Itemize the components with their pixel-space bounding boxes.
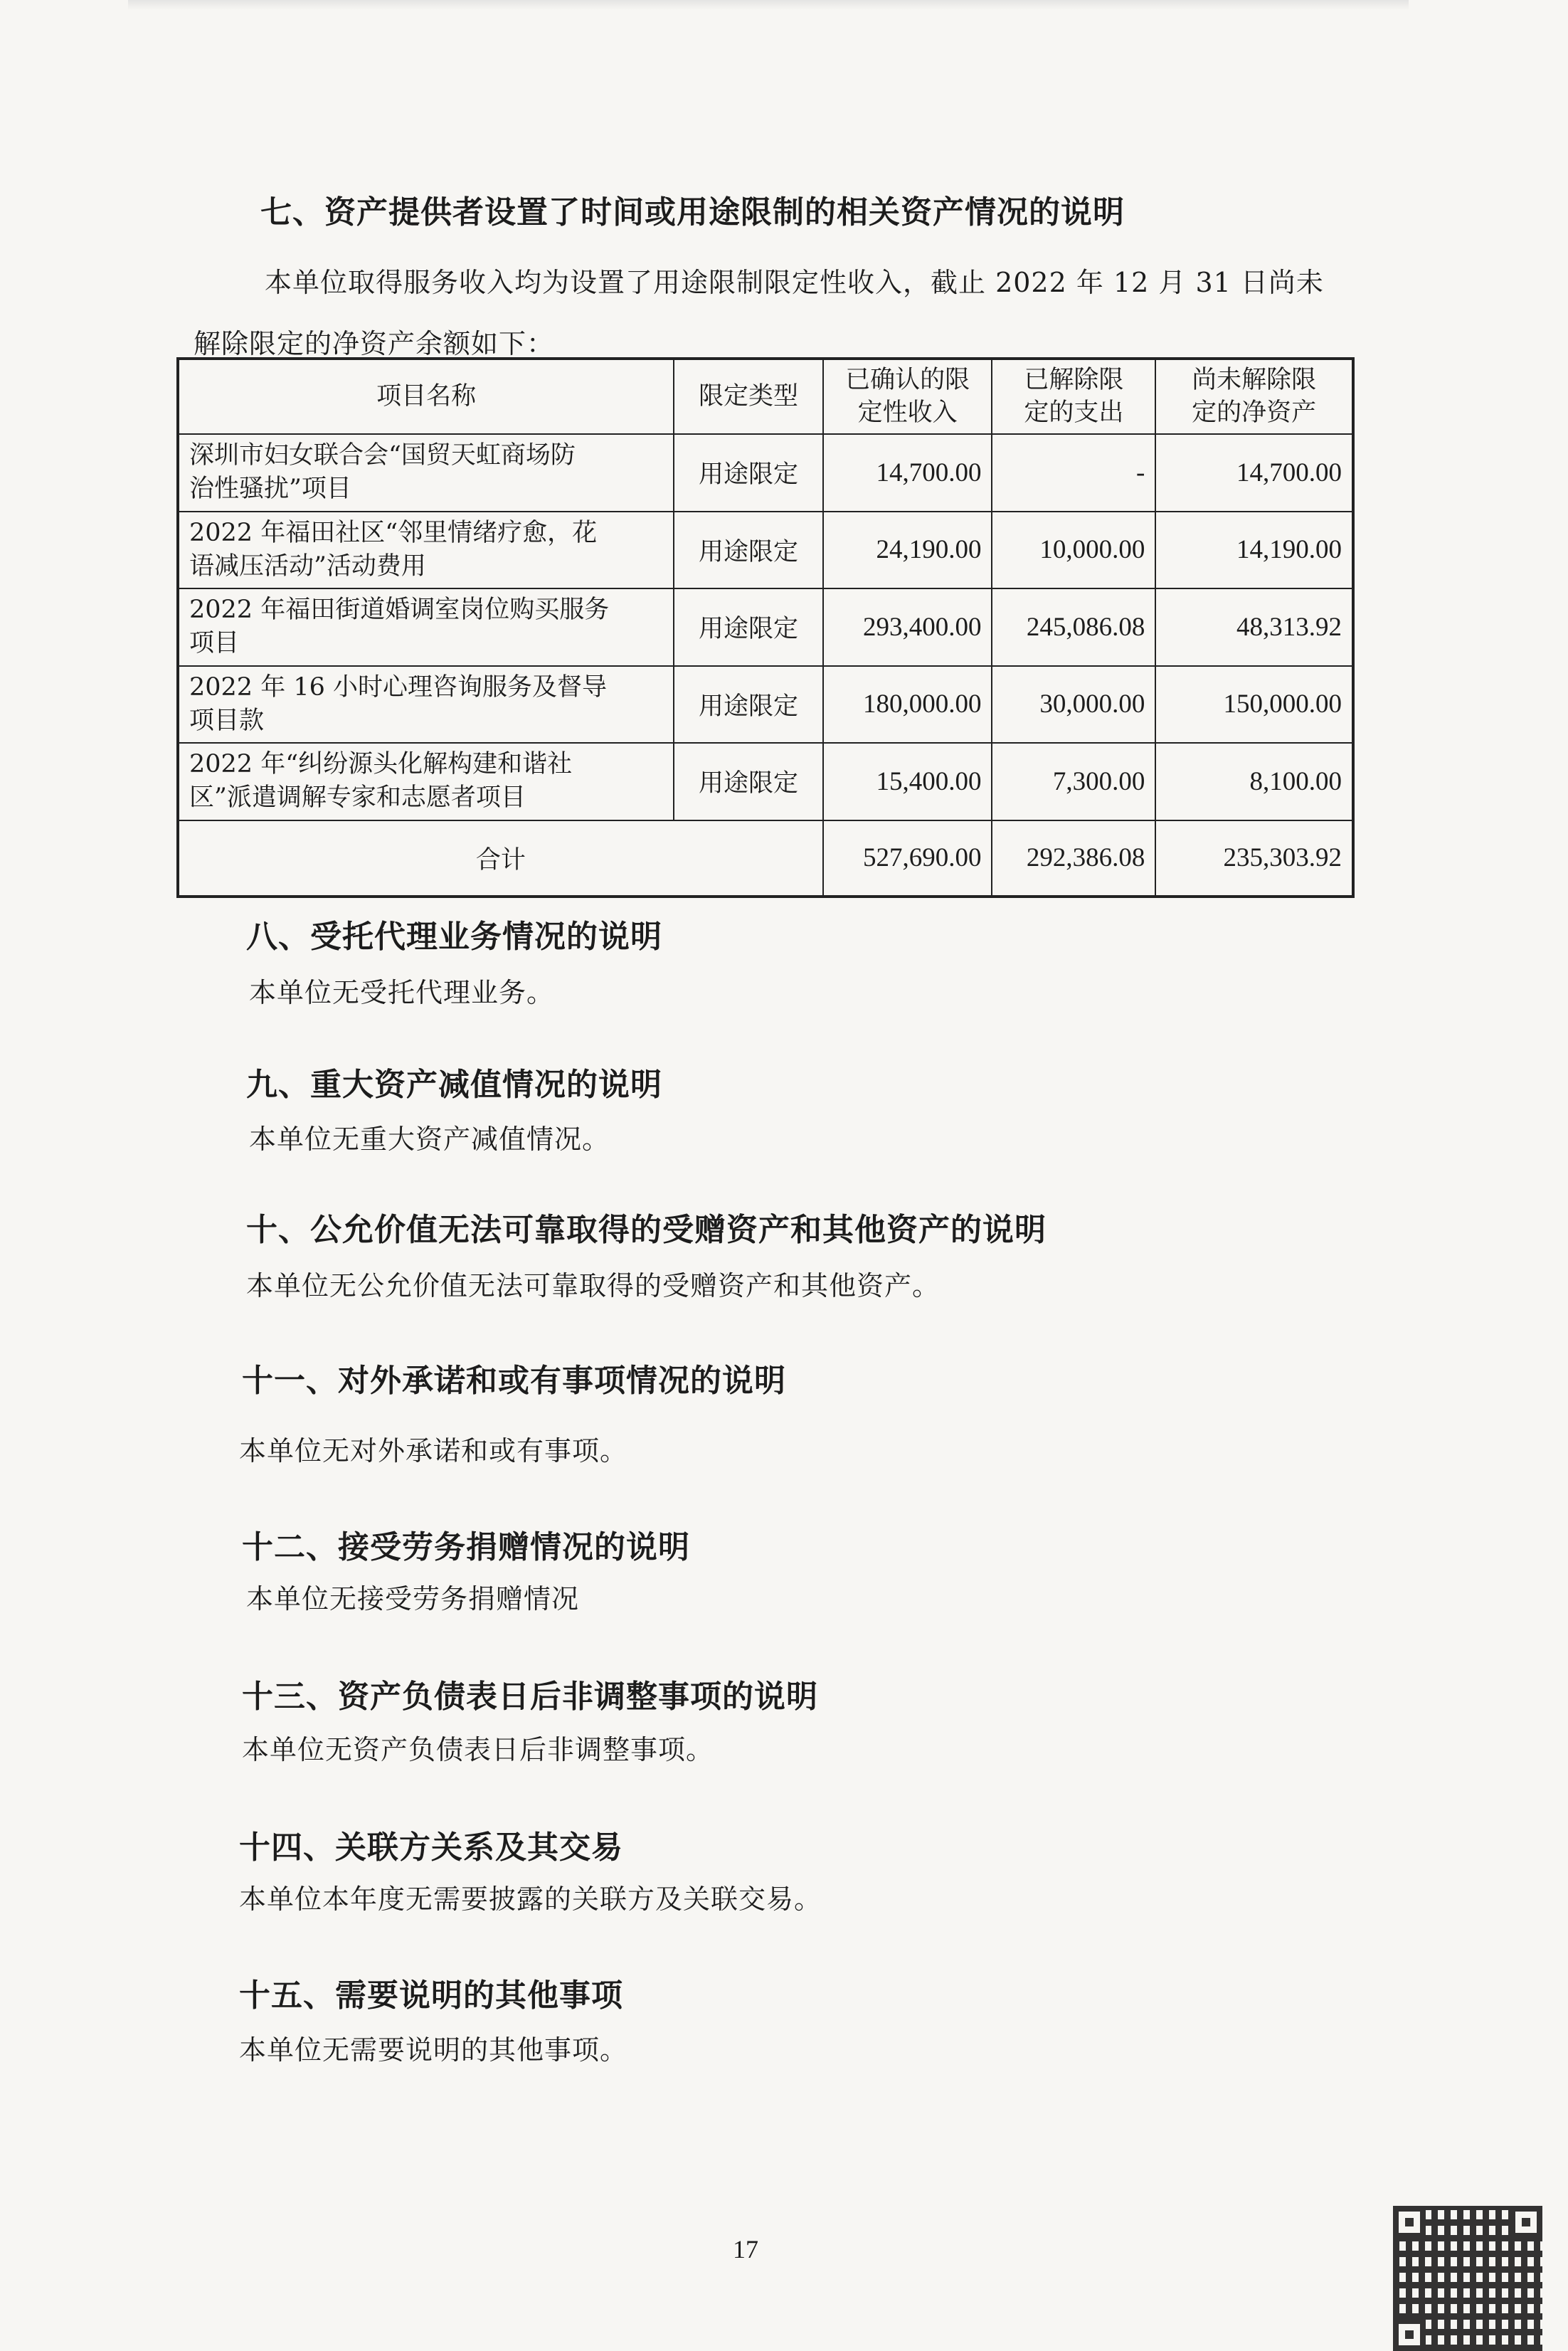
cell-remaining: 150,000.00 — [1155, 666, 1353, 744]
section-8-heading: 八、受托代理业务情况的说明 — [246, 919, 662, 955]
section-12-heading: 十二、接受劳务捐赠情况的说明 — [242, 1529, 690, 1565]
cell-released: 7,300.00 — [992, 743, 1155, 820]
section-11-text: 本单位无对外承诺和或有事项。 — [239, 1435, 628, 1467]
header-name: 项目名称 — [178, 359, 674, 434]
table-row — [178, 512, 1353, 589]
section-7-intro-line1: 本单位取得服务收入均为设置了用途限制限定性收入，截止 2022 年 12 月 31 日尚未 — [265, 267, 1324, 298]
table-row — [178, 743, 1353, 820]
cell-name: 2022 年 16 小时心理咨询服务及督导 项目款 — [178, 666, 674, 744]
section-9-heading: 九、重大资产减值情况的说明 — [246, 1067, 662, 1103]
section-14-text: 本单位本年度无需要披露的关联方及关联交易。 — [239, 1884, 822, 1915]
section-15-text: 本单位无需要说明的其他事项。 — [239, 2034, 628, 2066]
qr-finder-icon — [1393, 2206, 1426, 2239]
section-12-text: 本单位无接受劳务捐赠情况 — [246, 1583, 580, 1615]
qr-finder-icon — [1510, 2206, 1542, 2239]
cell-name: 2022 年“纠纷源头化解构建和谐社 区”派遣调解专家和志愿者项目 — [178, 743, 674, 820]
section-10-text: 本单位无公允价值无法可靠取得的受赠资产和其他资产。 — [246, 1270, 941, 1301]
header-type: 限定类型 — [674, 359, 822, 434]
cell-type: 用途限定 — [674, 666, 822, 744]
table-row — [178, 588, 1353, 666]
cell-remaining: 8,100.00 — [1155, 743, 1353, 820]
header-released: 已解除限 定的支出 — [992, 359, 1155, 434]
qr-finder-icon — [1393, 2318, 1426, 2351]
cell-type: 用途限定 — [674, 512, 822, 589]
cell-name: 2022 年福田街道婚调室岗位购买服务 项目 — [178, 588, 674, 666]
cell-type: 用途限定 — [674, 434, 822, 512]
section-7-intro-line2: 解除限定的净资产余额如下： — [194, 328, 555, 359]
table-row — [178, 434, 1353, 512]
section-13-heading: 十三、资产负债表日后非调整事项的说明 — [242, 1679, 818, 1715]
table-total-row — [178, 820, 1353, 897]
cell-remaining: 14,700.00 — [1155, 434, 1353, 512]
cell-recognized: 24,190.00 — [823, 512, 992, 589]
section-15-heading: 十五、需要说明的其他事项 — [239, 1977, 623, 2014]
scan-edge — [128, 0, 1409, 10]
table-row — [178, 666, 1353, 744]
cell-type: 用途限定 — [674, 588, 822, 666]
restricted-assets-table — [176, 357, 1355, 898]
table-header-row — [178, 359, 1353, 434]
total-label: 合计 — [178, 820, 823, 897]
total-recognized: 527,690.00 — [823, 820, 992, 897]
section-8-text: 本单位无受托代理业务。 — [249, 977, 555, 1008]
cell-remaining: 48,313.92 — [1155, 588, 1353, 666]
cell-remaining: 14,190.00 — [1155, 512, 1353, 589]
total-remaining: 235,303.92 — [1155, 820, 1353, 897]
section-11-heading: 十一、对外承诺和或有事项情况的说明 — [242, 1363, 786, 1399]
section-7-heading: 七、资产提供者设置了时间或用途限制的相关资产情况的说明 — [260, 194, 1125, 231]
section-14-heading: 十四、关联方关系及其交易 — [239, 1829, 623, 1866]
header-remaining: 尚未解除限 定的净资产 — [1155, 359, 1353, 434]
cell-released: 30,000.00 — [992, 666, 1155, 744]
cell-released: 245,086.08 — [992, 588, 1155, 666]
cell-recognized: 293,400.00 — [823, 588, 992, 666]
cell-released: 10,000.00 — [992, 512, 1155, 589]
page-number: 17 — [733, 2235, 758, 2263]
header-recognized: 已确认的限 定性收入 — [823, 359, 992, 434]
total-released: 292,386.08 — [992, 820, 1155, 897]
cell-recognized: 180,000.00 — [823, 666, 992, 744]
section-9-text: 本单位无重大资产减值情况。 — [249, 1124, 610, 1155]
section-10-heading: 十、公允价值无法可靠取得的受赠资产和其他资产的说明 — [246, 1212, 1047, 1248]
cell-recognized: 14,700.00 — [823, 434, 992, 512]
cell-name: 深圳市妇女联合会“国贸天虹商场防 治性骚扰”项目 — [178, 434, 674, 512]
cell-recognized: 15,400.00 — [823, 743, 992, 820]
cell-type: 用途限定 — [674, 743, 822, 820]
cell-name: 2022 年福田社区“邻里情绪疗愈，花 语减压活动”活动费用 — [178, 512, 674, 589]
section-13-text: 本单位无资产负债表日后非调整事项。 — [242, 1734, 714, 1765]
qr-code-icon — [1393, 2206, 1542, 2351]
cell-released: - — [992, 434, 1155, 512]
